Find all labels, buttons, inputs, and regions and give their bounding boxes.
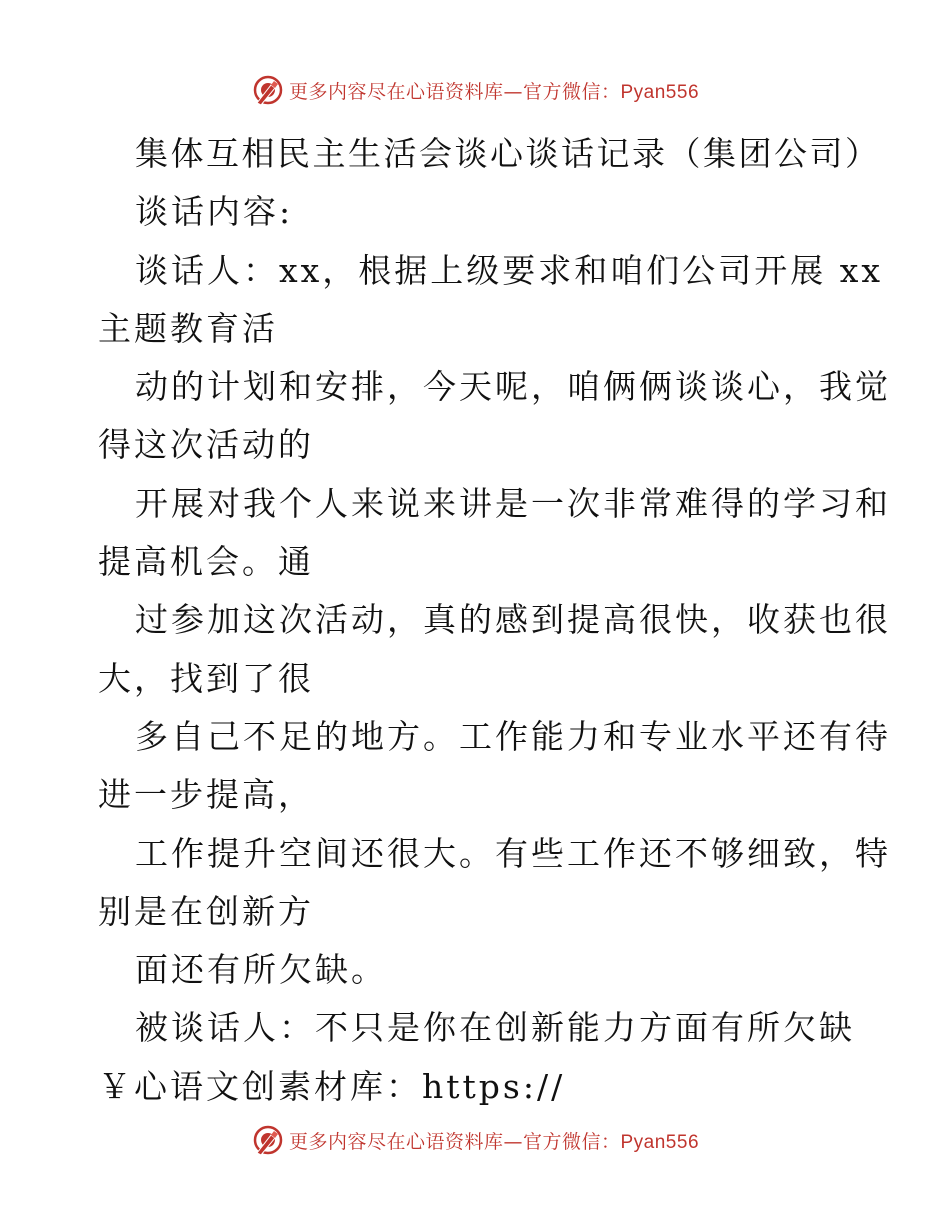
header-banner-wechat-id: Pyan556 xyxy=(620,81,700,103)
text-line: 开展对我个人来说来讲是一次非常难得的学习和 xyxy=(135,483,891,523)
text-line: 被谈话人：不只是你在创新能力方面有所欠缺 xyxy=(135,1008,855,1048)
footer-banner-wechat-id: Pyan556 xyxy=(620,1131,700,1153)
text-line: 过参加这次活动，真的感到提高很快，收获也很 xyxy=(135,600,891,640)
footer-banner xyxy=(0,1120,950,1160)
text-line: 得这次活动的 xyxy=(98,425,314,465)
text-line: 谈话内容: xyxy=(135,192,294,232)
document-title: 集体互相民主生活会谈心谈话记录（集团公司） xyxy=(135,134,881,173)
pen-logo-icon xyxy=(251,1123,285,1157)
text-line: 动的计划和安排，今天呢，咱俩俩谈谈心，我觉 xyxy=(135,367,891,407)
header-banner-text: 更多内容尽在心语资料库—官方微信： xyxy=(288,80,621,103)
text-line: 主题教育活 xyxy=(98,308,278,348)
text-line: 别是在创新方 xyxy=(98,891,314,931)
text-line: 面还有所欠缺。 xyxy=(135,950,387,990)
text-line: 工作提升空间还很大。有些工作还不够细致，特 xyxy=(135,833,891,873)
text-line: 提高机会。通 xyxy=(98,542,314,582)
text-line: 大，找到了很 xyxy=(98,658,314,698)
header-banner xyxy=(0,70,950,110)
footer-banner-text: 更多内容尽在心语资料库—官方微信： xyxy=(288,1130,621,1153)
pen-logo-icon xyxy=(251,73,285,107)
text-line: ￥心语文创素材库：https:// xyxy=(98,1066,566,1106)
text-line: 谈话人：xx，根据上级要求和咱们公司开展 xx xyxy=(135,250,883,290)
text-line: 多自己不足的地方。工作能力和专业水平还有待 xyxy=(135,716,891,756)
document-body xyxy=(98,125,891,1116)
text-line: 进一步提高， xyxy=(98,775,314,815)
